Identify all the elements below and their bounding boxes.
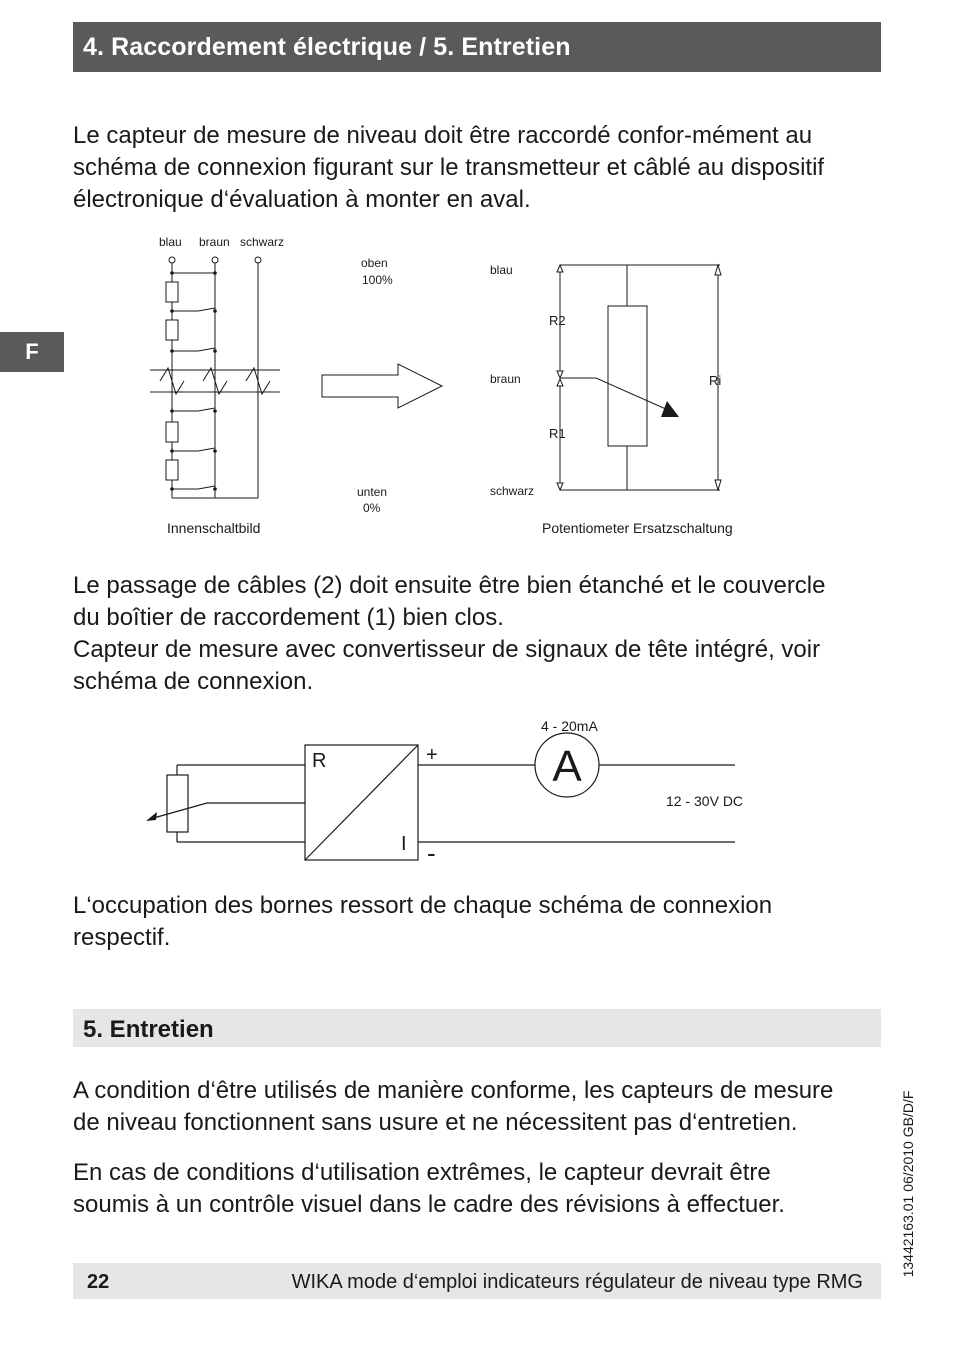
footer-text: WIKA mode d‘emploi indicateurs régulateur de niveau type RMG — [291, 1271, 863, 1293]
page-title: 4. Raccordement électrique / 5. Entretien — [83, 33, 571, 61]
cable-paragraph — [73, 570, 881, 698]
text-line: Le passage de câbles (2) doit ensuite être bien étanché et le couvercle — [73, 572, 826, 599]
pot-label-braun: braun — [490, 372, 521, 386]
text-line: A condition d‘être utilisés de manière conforme, les capteurs de mesure — [73, 1077, 834, 1104]
language-tab: F — [0, 332, 64, 372]
text-line: électronique d‘évaluation à monter en aval. — [73, 186, 531, 213]
label-oben: oben — [361, 256, 388, 270]
page-number: 22 — [87, 1271, 110, 1293]
label-voltage: 12 - 30V DC — [666, 793, 744, 809]
document-code — [897, 1077, 919, 1291]
pot-label-blau: blau — [490, 263, 513, 277]
label-oben-pct: 100% — [362, 273, 393, 287]
occupation-paragraph — [73, 890, 881, 954]
maintenance-paragraph-1 — [73, 1075, 881, 1139]
label-r2: R2 — [549, 313, 566, 328]
ammeter-label: A — [552, 742, 582, 791]
maintenance-paragraph-2 — [73, 1157, 881, 1221]
document-code-text: 13442163.01 06/2010 GB/D/F — [900, 1090, 916, 1278]
caption-innenschaltbild: Innenschaltbild — [167, 520, 261, 536]
wire-label-schwarz: schwarz — [240, 235, 285, 249]
wiring-diagram — [0, 0, 954, 560]
label-plus: + — [426, 744, 438, 766]
text-line: respectif. — [73, 924, 171, 951]
text-line: En cas de conditions d‘utilisation extrêmes, le capteur devrait être — [73, 1159, 771, 1186]
label-i: I — [401, 833, 407, 855]
caption-potentiometer: Potentiometer Ersatzschaltung — [542, 520, 733, 536]
text-line: du boîtier de raccordement (1) bien clos. — [73, 604, 504, 631]
label-r: R — [312, 750, 327, 772]
text-line: schéma de connexion. — [73, 668, 314, 695]
text-line: Capteur de mesure avec convertisseur de signaux de tête intégré, voir — [73, 636, 821, 663]
wire-label-blau: blau — [159, 235, 182, 249]
wiper-arrowhead — [661, 401, 679, 417]
section-bar — [73, 1009, 881, 1047]
section-title: 5. Entretien — [83, 1016, 214, 1043]
transmitter-diagram — [0, 700, 954, 880]
label-current: 4 - 20mA — [541, 718, 598, 734]
text-line: soumis à un contrôle visuel dans le cadre des révisions à effectuer. — [73, 1191, 785, 1218]
text-line: schéma de connexion figurant sur le transmetteur et câblé au dispositif — [73, 154, 825, 181]
label-unten-pct: 0% — [363, 501, 381, 515]
label-r1: R1 — [549, 426, 566, 441]
text-line: L‘occupation des bornes ressort de chaque schéma de connexion — [73, 892, 773, 919]
label-minus: - — [427, 838, 436, 868]
label-unten: unten — [357, 485, 388, 499]
pot-label-schwarz: schwarz — [490, 484, 535, 498]
footer-bar — [73, 1263, 881, 1299]
text-line: Le capteur de mesure de niveau doit être raccordé confor-mément au — [73, 122, 813, 149]
slider-arrowhead — [146, 812, 157, 821]
label-ri: Ri — [709, 373, 722, 388]
text-line: de niveau fonctionnent sans usure et ne nécessitent pas d‘entretien. — [73, 1109, 798, 1136]
wire-label-braun: braun — [199, 235, 230, 249]
